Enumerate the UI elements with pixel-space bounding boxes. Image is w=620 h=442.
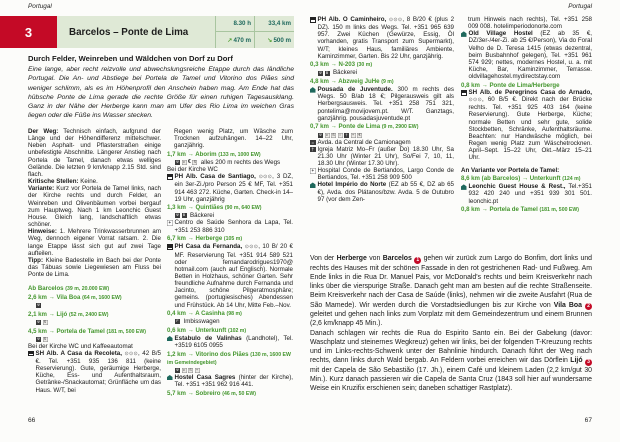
text-segment: , 42 B/5 €. Tel. +351 935 136 811 (keine Reservierung). Gute, geräumige Herberge, Küche, Ess- und Aufenthaltsraum, Getränke-/Snackautomat; Grünfläche um das Haus. W/T, bei xyxy=(35,349,161,394)
accommodation-entry xyxy=(310,139,454,146)
text-segment: Vila Boa xyxy=(553,301,582,309)
waypoint-detail: (102 m) xyxy=(227,327,247,334)
text-segment: (EZ ab 35 €, DZ/3er-/4er-Zi. ab 25 €/Person), Via do Foral Velho de D. Teresa 1415 (etwas dezentral, beim Busbahnhof gelegen), Tel. +351 961 574 929; nettes, modernes Hostel, u. a. mit Küche, Bar, Kaminzimmer, Terrasse. oldvillagehostel.mydirectstay.com xyxy=(468,30,592,81)
stat-time xyxy=(216,16,255,32)
waypoint-detail: (130 m, 1600 EW im Gemeindegebiet) xyxy=(167,351,291,366)
waypoint-detail: (9 m) xyxy=(381,79,394,86)
amenity-icon-row xyxy=(28,302,161,309)
paragraph xyxy=(28,128,161,178)
left-page-column-2 xyxy=(167,128,293,398)
text-segment: Leonchic Guest House & Rest., xyxy=(468,183,566,191)
waypoint-name: 8,6 km (ab Barcelos) → Unterkunft xyxy=(461,175,561,183)
price-rating-icon: ⊙⊙⊙ xyxy=(258,174,273,181)
cafe-icon: c xyxy=(183,367,185,372)
entry-text xyxy=(175,173,294,202)
paragraph xyxy=(28,228,161,257)
text-segment: SH Alb. de Peregrinos Casa do Arnado, xyxy=(468,89,592,96)
text-segment: Variante: xyxy=(28,185,55,193)
waypoint-name: 1,3 km → Quintiães xyxy=(167,204,224,212)
restaurant-icon: Ψ xyxy=(318,70,322,75)
waypoint-name: 0,6 km → Unterkunft xyxy=(167,326,227,334)
text-segment: Kurz vor Portela de Tamel links, nach der Kirche rechts und durch Felder, an Weinreben und Olivenbäumen vorbei bergauf zum Hauptweg. Nach 1 km Leonchic Guest House. Gleich lang, landschaftlich etwas schöner. xyxy=(28,185,161,229)
amenity-label: Bäckerei xyxy=(333,69,358,77)
bed-icon xyxy=(167,244,173,250)
route-waypoint-line xyxy=(310,61,454,69)
amenity-icon-row xyxy=(28,336,161,343)
shop-icon: S xyxy=(193,160,196,165)
restaurant-icon: Ψ xyxy=(175,160,179,165)
restaurant-icon: Ψ xyxy=(36,336,40,341)
amenity-icon-row xyxy=(28,319,161,326)
text-segment: Tipp: xyxy=(28,256,44,264)
cross-icon: + xyxy=(168,220,172,226)
text-segment: Bei der Kirche WC xyxy=(167,166,218,174)
info-icon: i xyxy=(338,133,343,138)
text-segment: trum Hinweis nach rechts), Tel. +351 258 009 008. hotelimperiodonorte.com xyxy=(468,16,592,31)
pharmacy-icon: + xyxy=(351,132,355,137)
descent-arrow-icon: ↘ xyxy=(267,36,273,44)
waypoint-name: 0,4 km → A Casinha xyxy=(167,310,225,318)
waypoint-name: 0,7 km → Ponte de Lima xyxy=(310,123,381,131)
waypoint-name: 0,8 km → Portela de Tamel xyxy=(461,206,538,214)
waypoint-name: 4,8 km → Abzweig JuHe xyxy=(310,78,380,86)
waypoint-name: 1,7 km → Aborim xyxy=(167,150,217,158)
waypoint-detail: (9 m, 2900 EW) xyxy=(381,124,419,131)
bakery-icon: B xyxy=(182,213,186,218)
text-segment: Regen wenig Platz, um Wäsche zum Trocknen aufzuhängen. 14–22 Uhr, ganzjährig. xyxy=(174,128,293,150)
shop-icon: S xyxy=(332,132,335,137)
accommodation-entry xyxy=(310,181,454,202)
accommodation-entry xyxy=(310,86,454,122)
amenity-icon-row xyxy=(167,212,293,219)
entry-text xyxy=(175,243,294,308)
text-segment: Barcelos xyxy=(382,255,412,262)
foodtruck-icon: F xyxy=(176,319,179,324)
bakery-icon: B xyxy=(325,70,329,75)
accommodation-entry xyxy=(461,89,592,162)
waypoint-detail: (46 m, 50 EW) xyxy=(222,390,256,397)
stat-ascent xyxy=(216,32,255,48)
text-segment: PH Casa da Fernanda, xyxy=(174,243,243,251)
text-segment: Hinweise: xyxy=(28,228,57,236)
text-segment: Von der xyxy=(310,255,337,262)
waypoint-detail: (64 m, 1600 EW) xyxy=(82,295,122,302)
text-segment: Avda. da Central de Camionagem xyxy=(317,138,411,146)
route-description xyxy=(310,254,592,394)
waypoint-name: 2,1 km → Lijó xyxy=(28,310,68,318)
amenity-icon-row xyxy=(310,132,454,139)
entry-text xyxy=(318,167,455,181)
hotel-icon xyxy=(461,184,467,190)
text-segment: (Landhotel), Tel. +3519 6105 0955 xyxy=(174,334,293,350)
price-rating-icon: ⊙⊙⊙ xyxy=(244,244,259,251)
route-waypoint-line xyxy=(310,78,454,86)
bed-icon xyxy=(461,90,467,96)
amenity-label: Imbisswagen xyxy=(183,318,220,326)
hotel-icon xyxy=(167,375,173,381)
route-waypoint-line xyxy=(28,311,161,319)
entry-text xyxy=(469,89,593,161)
cross-icon: + xyxy=(311,168,315,174)
route-waypoint-line xyxy=(167,390,293,398)
route-waypoint-line xyxy=(28,328,161,336)
text-segment: , 60 B/5 €. Direkt nach der Brücke rechts. Tel. +351 925 403 164 (keine Reservierung). Gute Herberge, Küche; normale Betten und sehr gute, solide Stockbetten, Schränke, Aufenthaltsräume. Beachten: nur Handwäsche möglich, bei Regen wenig Platz zum Wäschetrocknen. April–Sept. 15–22 Uhr, Okt.–März 15–21 Uhr. xyxy=(468,96,592,162)
bed-icon xyxy=(167,174,173,180)
entry-text xyxy=(318,181,455,202)
waypoint-detail: (124 m) xyxy=(562,176,581,183)
text-segment: Hospital Conde de Bertiandos, Largo Conde de Bertiandos, Tel. +351 258 909 500 xyxy=(317,167,454,182)
accommodation-entry xyxy=(461,30,592,80)
route-waypoint-line xyxy=(167,151,293,159)
text-segment: An Variante vor Portela de Tamel: xyxy=(461,166,560,174)
bus-icon: = xyxy=(311,139,315,145)
paragraph xyxy=(167,166,293,173)
page-number-left: 66 xyxy=(28,417,36,424)
amenity-icon-row xyxy=(167,367,293,374)
hotel-icon xyxy=(310,87,316,93)
entry-text xyxy=(318,86,455,122)
paragraph xyxy=(310,329,592,394)
amenity-icon-row xyxy=(167,159,293,166)
hotel-icon xyxy=(461,31,467,37)
paragraph xyxy=(28,178,161,185)
paragraph xyxy=(310,254,592,329)
stat-descent-value: 500 m xyxy=(273,36,291,44)
text-segment: Technisch einfach, aufgrund der Länge und der Höhendifferenz mittelschwer. Neben Asphalt- und Pflasterstraßen einige unbefestigte Abschnitte. Längerer Anstieg nach Portela de Tamel, danach etwas welliges Gelände. Die letzten 9 km/knapp 2.15 Std. sind flach. xyxy=(28,128,161,178)
text-segment: Kritische Stellen: xyxy=(28,178,79,186)
stage-title-bar xyxy=(0,16,294,48)
hotel-icon xyxy=(167,336,173,342)
accommodation-entry xyxy=(461,183,592,204)
text-segment: (EZ ab 55 €, DZ ab 65 €), Avda. dos Plátanos/bzw. Avda. 5 de Outubro 97 (vor dem Zen- xyxy=(317,181,454,203)
shop-icon: S xyxy=(43,320,47,325)
text-segment: PH Alb. Casa de Santiago, xyxy=(174,173,256,181)
waypoint-name: 6,7 km → Herberge xyxy=(167,235,223,243)
entry-text xyxy=(175,219,294,233)
text-segment: SH Alb. A Casa da Recoleta, xyxy=(35,349,122,357)
text-segment: (hinter der Kirche), Tel. +351 +351 962 916 441. xyxy=(174,373,293,389)
bed-icon xyxy=(28,351,34,357)
route-waypoint-line xyxy=(310,123,454,131)
stage-stats xyxy=(215,16,294,48)
stat-ascent-value: 470 m xyxy=(233,36,251,44)
waypoint-name: 0,3 km → N-203 xyxy=(310,61,356,69)
waypoint-detail: (90 m, 640 EW) xyxy=(224,205,262,212)
text-segment: Hotel Império do Norte xyxy=(317,181,387,189)
price-rating-icon: ⊙⊙⊙ xyxy=(124,350,138,357)
text-segment: 300 m rechts des Wegs. 50 B/ab 18 €; Pilgerausweis gilt als Herbergsausweis. Tel. +351 258 751 321, pontelima@movijovem.pt. W/T. Ganztags, ganzjährig. pousadasjuventude.pt xyxy=(317,86,454,122)
waypoint-detail: (105 m) xyxy=(223,236,243,243)
accommodation-entry xyxy=(310,16,454,60)
paragraph xyxy=(28,257,161,278)
waypoint-name: 0,8 km → Ponte de Lima/Herberge xyxy=(461,81,560,89)
text-segment: Centro de Saúde Senhora da Lapa, Tel. +351 253 886 310 xyxy=(174,219,293,234)
text-segment: Der Weg: xyxy=(28,128,59,135)
entry-text xyxy=(318,16,455,60)
amenity-label: Bäckerei xyxy=(190,212,215,220)
text-segment: geleitet und gehen nach links zum Vorplatz mit dem Gemeindezentrum und einem Brunnen (2,6 km/knapp 45 Min.). xyxy=(310,311,592,328)
text-segment: von xyxy=(366,255,383,262)
accommodation-entry xyxy=(28,350,161,394)
route-waypoint-line xyxy=(167,204,293,212)
stat-distance xyxy=(255,16,294,32)
text-segment: Pousada de Juventude. xyxy=(317,86,393,94)
accommodation-entry xyxy=(167,173,293,203)
waypoint-detail: (181 m, 500 EW) xyxy=(106,328,146,335)
accommodation-entry xyxy=(167,335,293,349)
waypoint-name: 2,6 km → Vila Boa xyxy=(28,294,81,302)
entry-text xyxy=(318,139,411,146)
entry-text xyxy=(469,30,593,80)
church-icon: † xyxy=(311,146,314,152)
waypoint-name: 4,5 km → Portela de Tamel xyxy=(28,327,105,335)
accommodation-entry xyxy=(167,374,293,388)
accommodation-entry xyxy=(310,146,454,167)
waypoint-detail: (181 m, 500 EW) xyxy=(539,207,579,214)
shop-icon: S xyxy=(43,336,47,341)
entry-text xyxy=(318,146,455,167)
atm-icon: € xyxy=(358,132,361,137)
bed-icon xyxy=(310,17,316,23)
waypoint-detail: (133 m, 1000 EW) xyxy=(218,151,261,158)
amenity-icon-row xyxy=(310,70,454,77)
accommodation-entry xyxy=(310,167,454,181)
restaurant-icon: Ψ xyxy=(175,367,179,372)
paragraph xyxy=(461,16,592,30)
text-segment: Estabulo de Valinhas xyxy=(174,334,242,342)
page-number-right: 67 xyxy=(584,417,592,424)
entry-text xyxy=(175,374,294,388)
entry-text xyxy=(175,335,293,349)
route-waypoint-line xyxy=(461,206,592,214)
stage-heading: Durch Felder, Weinreben und Wäldchen von Dorf zu Dorf xyxy=(28,54,233,63)
text-segment: Bei der Kirche WC und Kaffeeautomat xyxy=(28,342,133,350)
text-segment: , 10 B/ 20 € MF. Reservierung Tel. +351 914 589 521 oder fernandarodrigues1970@ hotmail.com (auch auf Englisch). Normale Betten in Holzhaus, schöner Garten. Sehr freundliche Aufnahme durch Fernanda und Jacinto, schöne Pilgeratmosphäre; gemeins. (portugiesisches) Abendessen und Frühstück. Ab 14 Uhr, Mitte Feb.–Nov. xyxy=(174,243,293,309)
accommodation-entry xyxy=(167,219,293,233)
church-icon: † xyxy=(345,132,348,137)
running-head-right: Portugal xyxy=(568,3,592,10)
text-segment: PH Alb. O Caminheiro, xyxy=(317,16,387,23)
entry-text xyxy=(469,183,593,204)
paragraph xyxy=(167,128,293,149)
text-segment: mit der Capela de São Sebastião (17. Jh.), einem Café und kleinem Laden (2,2 km/gut 30 Min.). Kurz danach passieren wir die Capela de Santa Cruz (1843 soll hier auf wundersame Weise ein Kruzifix erschienen sein; daneben schattiger Rastplatz). xyxy=(310,366,592,393)
stat-descent xyxy=(255,32,294,48)
route-waypoint-line xyxy=(167,327,293,335)
pharmacy-icon: + xyxy=(195,367,199,372)
ascent-arrow-icon: ↗ xyxy=(227,36,233,44)
text-segment: Herberge xyxy=(336,255,367,262)
stat-time-value: 8.30 h xyxy=(233,20,251,27)
waypoint-number-badge: 1 xyxy=(414,257,421,264)
waypoint-name: 1,2 km → Vitorino dos Piães xyxy=(167,350,249,358)
restaurant-icon: Ψ xyxy=(36,303,40,308)
text-segment: Danach schlagen wir rechts die Rua do Espirito Santo ein. Bei der Gabelung (davor: Waschplatz und steinernes Wegkreuz) gehen wir links, bei der folgenden T-Kreuzung rechts und im Links-rechts-Schwenk unter der Bahnlinie hindurch. Danach führt der Weg nach rechts, dann links durch Wald bergab. An Feldern vorbei erreichen wir das Dörflein xyxy=(310,329,592,365)
text-segment: Igreja Matriz Mo–Fr (außer Do) 18.30 Uhr, Sa 21.30 Uhr (Winter 21 Uhr), So/Fei 7, 10, 11, 18.30 Uhr (Winter 17.30 Uhr). xyxy=(317,145,454,167)
cafe-icon: c xyxy=(326,132,328,137)
text-segment: Old Village Hostel xyxy=(468,30,533,38)
euro-icon: € xyxy=(188,159,191,166)
text-segment: Keine. xyxy=(78,178,98,186)
spacer xyxy=(28,278,161,283)
waypoint-detail: (39 m, 20.000 EW) xyxy=(65,285,110,292)
text-segment: , 8 B/20 € (plus 2 DZ). 150 m links des Wegs. Tel. +351 965 639 957. Zwei Küchen (Gewürze, Essig, Öl vorhanden, gratis Transport zum Supermarkt), W/T; kleines Haus, familiäres Ambiente, Kaminzimmer, Garten. Bis 22 Uhr, ganzjährig. xyxy=(317,16,455,60)
route-waypoint-line xyxy=(28,285,161,293)
text-segment: Lijó xyxy=(570,357,583,365)
waypoint-name: 5,7 km → Sobreiro xyxy=(167,389,221,397)
entry-text xyxy=(36,350,162,394)
amenity-label: alles 200 m rechts des Wegs xyxy=(200,158,281,166)
shop-icon: S xyxy=(189,367,192,372)
stage-intro: Eine lange, aber recht reizvolle und abwechslungsreiche Etappe durch das ländliche Portugal. Die An- und Abstiege bei Portela de Tamel und Vitorino dos Piães sind weniger schlimm, als es im Höhenprofil den Anschein haben mag. Am Ende hat das hübsche Ponte de Lima gerade die rechte Größe für einen ruhigen Tagesausklang. Ganz in der Nähe der Herberge kann man am Ufer des Rio Lima im weichen Gras liegen oder die Füße ins Wasser stecken. xyxy=(28,66,294,120)
restaurant-icon: Ψ xyxy=(36,320,40,325)
stage-title: Barcelos – Ponte de Lima xyxy=(57,16,215,48)
waypoint-detail: (52 m, 2400 EW) xyxy=(69,311,109,318)
text-segment: , 3 DZ, ein 3er-Zi./pro Person 25 € MF, Tel. +351 914 463 272. Küche, Garten. Check-in 14–19 Uhr, ganzjährig xyxy=(174,173,293,203)
route-waypoint-line xyxy=(167,351,293,367)
paragraph xyxy=(28,343,161,350)
hotel-icon xyxy=(310,182,316,188)
waypoint-detail: (98 m) xyxy=(226,311,242,318)
restaurant-icon: Ψ xyxy=(175,213,179,218)
amenity-icon-row xyxy=(167,318,293,325)
restaurant-icon: Ψ xyxy=(318,132,322,137)
accommodation-entry xyxy=(167,243,293,308)
waypoint-number-badge: 2 xyxy=(585,303,592,310)
route-waypoint-line xyxy=(461,175,592,183)
waypoint-name: Ab Barcelos xyxy=(28,284,64,292)
waypoint-number-badge: 3 xyxy=(585,359,592,366)
cafe-icon: c xyxy=(183,160,185,165)
route-waypoint-line xyxy=(28,294,161,302)
route-waypoint-line xyxy=(167,235,293,243)
right-page-column-1 xyxy=(310,16,454,203)
text-segment: 1. Mehrere Trinkwasserbrunnen am Weg, dennoch eigener Vorrat ratsam. 2. Die lange Etappe lässt sich gut auf zwei Tage aufteilen. xyxy=(28,228,161,257)
text-segment: Hostel Casa Sagres xyxy=(174,373,236,381)
price-rating-icon: ⊙⊙⊙ xyxy=(388,17,403,23)
text-segment: Kleine Badestelle im Bach bei der Ponte das Tábuas sowie Liegewiesen am Fluss bei Ponte de Lima. xyxy=(28,256,161,279)
waypoint-detail: (30 m) xyxy=(356,62,373,69)
route-waypoint-line xyxy=(167,310,293,318)
paragraph xyxy=(28,185,161,228)
running-head-left: Portugal xyxy=(28,3,52,10)
text-segment: Tel.+351 932 420 240 und +351 939 301 501. leonchic.pt xyxy=(468,183,592,205)
text-segment: gehen wir zurück zum Largo do Bonfim, dort links und rechts des Hauses mit der schönen Fassade in den rot gestrichenen Rad- und Fußweg. Am Ende links in die Rua Dr. Manuel Pais, vor McDonald's rechts und beim Kreisverkehr nach links über die vierspurige Straße. Danach geht man am besten auf die rechte Straßenseite. Beim Kreisverkehr nach der Casa de Saúde (links), nehmen wir die zweite Ausfahrt (Rua de São Mamede). Wir werden durch die Vorstadtsiedlungen bis zur Kirche von xyxy=(310,255,592,309)
left-page-column-1 xyxy=(28,128,161,394)
route-waypoint-line xyxy=(461,82,592,89)
stat-distance-value: 33,4 km xyxy=(268,20,291,27)
price-rating-icon: ⊙⊙⊙ xyxy=(468,97,482,104)
paragraph xyxy=(461,167,592,174)
right-page-column-2 xyxy=(461,16,592,214)
stage-number: 3 xyxy=(0,16,57,48)
